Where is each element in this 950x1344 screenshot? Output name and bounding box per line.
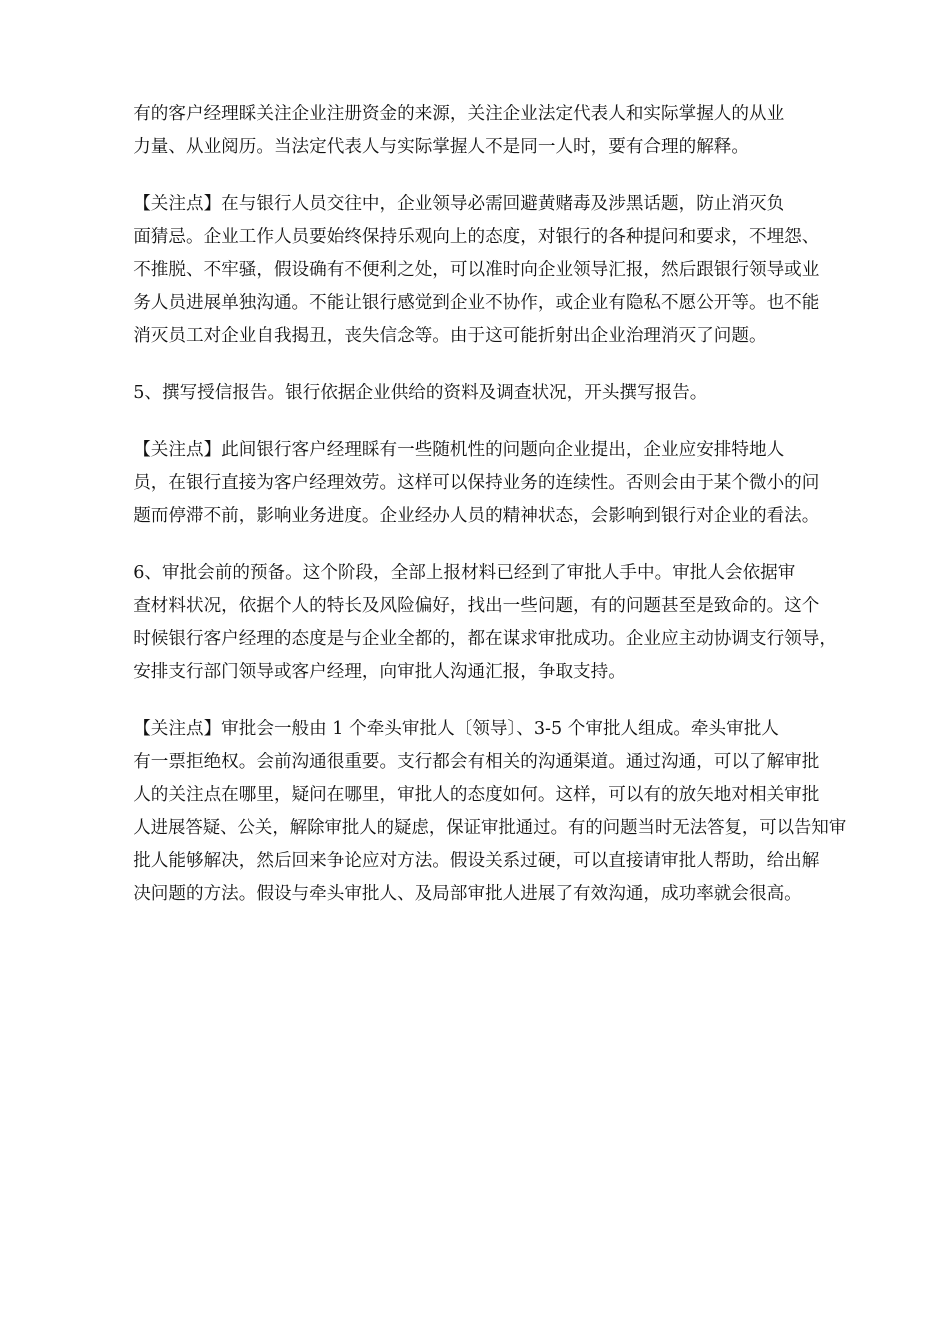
text-line: 【关注点】在与银行人员交往中，企业领导必需回避黄赌毒及涉黑话题，防止消灭负 (133, 194, 785, 214)
text-line: 有的客户经理睬关注企业注册资金的来源，关注企业法定代表人和实际掌握人的从业 (133, 104, 785, 124)
text-line: 人进展答疑、公关，解除审批人的疑虑，保证审批通过。有的问题当时无法答复，可以告知审 (133, 818, 847, 838)
paragraph-3 (98, 377, 854, 410)
text-line: 批人能够解决，然后回来争论应对方法。假设关系过硬，可以直接请审批人帮助，给出解 (133, 851, 820, 871)
text-line: 查材料状况，依据个人的特长及风险偏好，找出一些问题，有的问题甚至是致命的。这个 (133, 596, 820, 616)
paragraph-2 (98, 188, 854, 353)
text-line: 面猜忌。企业工作人员要始终保持乐观向上的态度，对银行的各种提问和要求，不埋怨、 (133, 227, 820, 247)
text-line: 决问题的方法。假设与牵头审批人、及局部审批人进展了有效沟通，成功率就会很高。 (133, 884, 802, 904)
text-line: 有一票拒绝权。会前沟通很重要。支行都会有相关的沟通渠道。通过沟通，可以了解审批 (133, 752, 820, 772)
text-line: 5、撰写授信报告。银行依据企业供给的资料及调查状况，开头撰写报告。 (133, 383, 708, 403)
text-line: 时候银行客户经理的态度是与企业全都的，都在谋求审批成功。企业应主动协调支行领导， (133, 629, 837, 649)
text-line: 不推脱、不牢骚，假设确有不便利之处，可以准时向企业领导汇报，然后跟银行领导或业 (133, 260, 820, 280)
text-line: 员，在银行直接为客户经理效劳。这样可以保持业务的连续性。否则会由于某个微小的问 (133, 473, 820, 493)
text-line: 【关注点】此间银行客户经理睬有一些随机性的问题向企业提出，企业应安排特地人 (133, 440, 785, 460)
text-line: 6、审批会前的预备。这个阶段，全部上报材料已经到了审批人手中。审批人会依据审 (133, 563, 796, 583)
text-line: 安排支行部门领导或客户经理，向审批人沟通汇报，争取支持。 (133, 662, 626, 682)
text-line: 力量、从业阅历。当法定代表人与实际掌握人不是同一人时，要有合理的解释。 (133, 137, 749, 157)
paragraph-1 (98, 98, 854, 164)
text-line: 题而停滞不前，影响业务进度。企业经办人员的精神状态，会影响到银行对企业的看法。 (133, 506, 820, 526)
text-line: 人的关注点在哪里，疑问在哪里，审批人的态度如何。这样，可以有的放矢地对相关审批 (133, 785, 820, 805)
text-line: 消灭员工对企业自我揭丑，丧失信念等。由于这可能折射出企业治理消灭了问题。 (133, 326, 767, 346)
paragraph-6 (98, 713, 854, 911)
text-line: 务人员进展单独沟通。不能让银行感觉到企业不协作，或企业有隐私不愿公开等。也不能 (133, 293, 820, 313)
paragraph-4 (98, 434, 854, 533)
paragraph-5 (98, 557, 854, 689)
text-line: 【关注点】审批会一般由 1 个牵头审批人〔领导〕、3-5 个审批人组成。牵头审批人 (133, 719, 779, 739)
